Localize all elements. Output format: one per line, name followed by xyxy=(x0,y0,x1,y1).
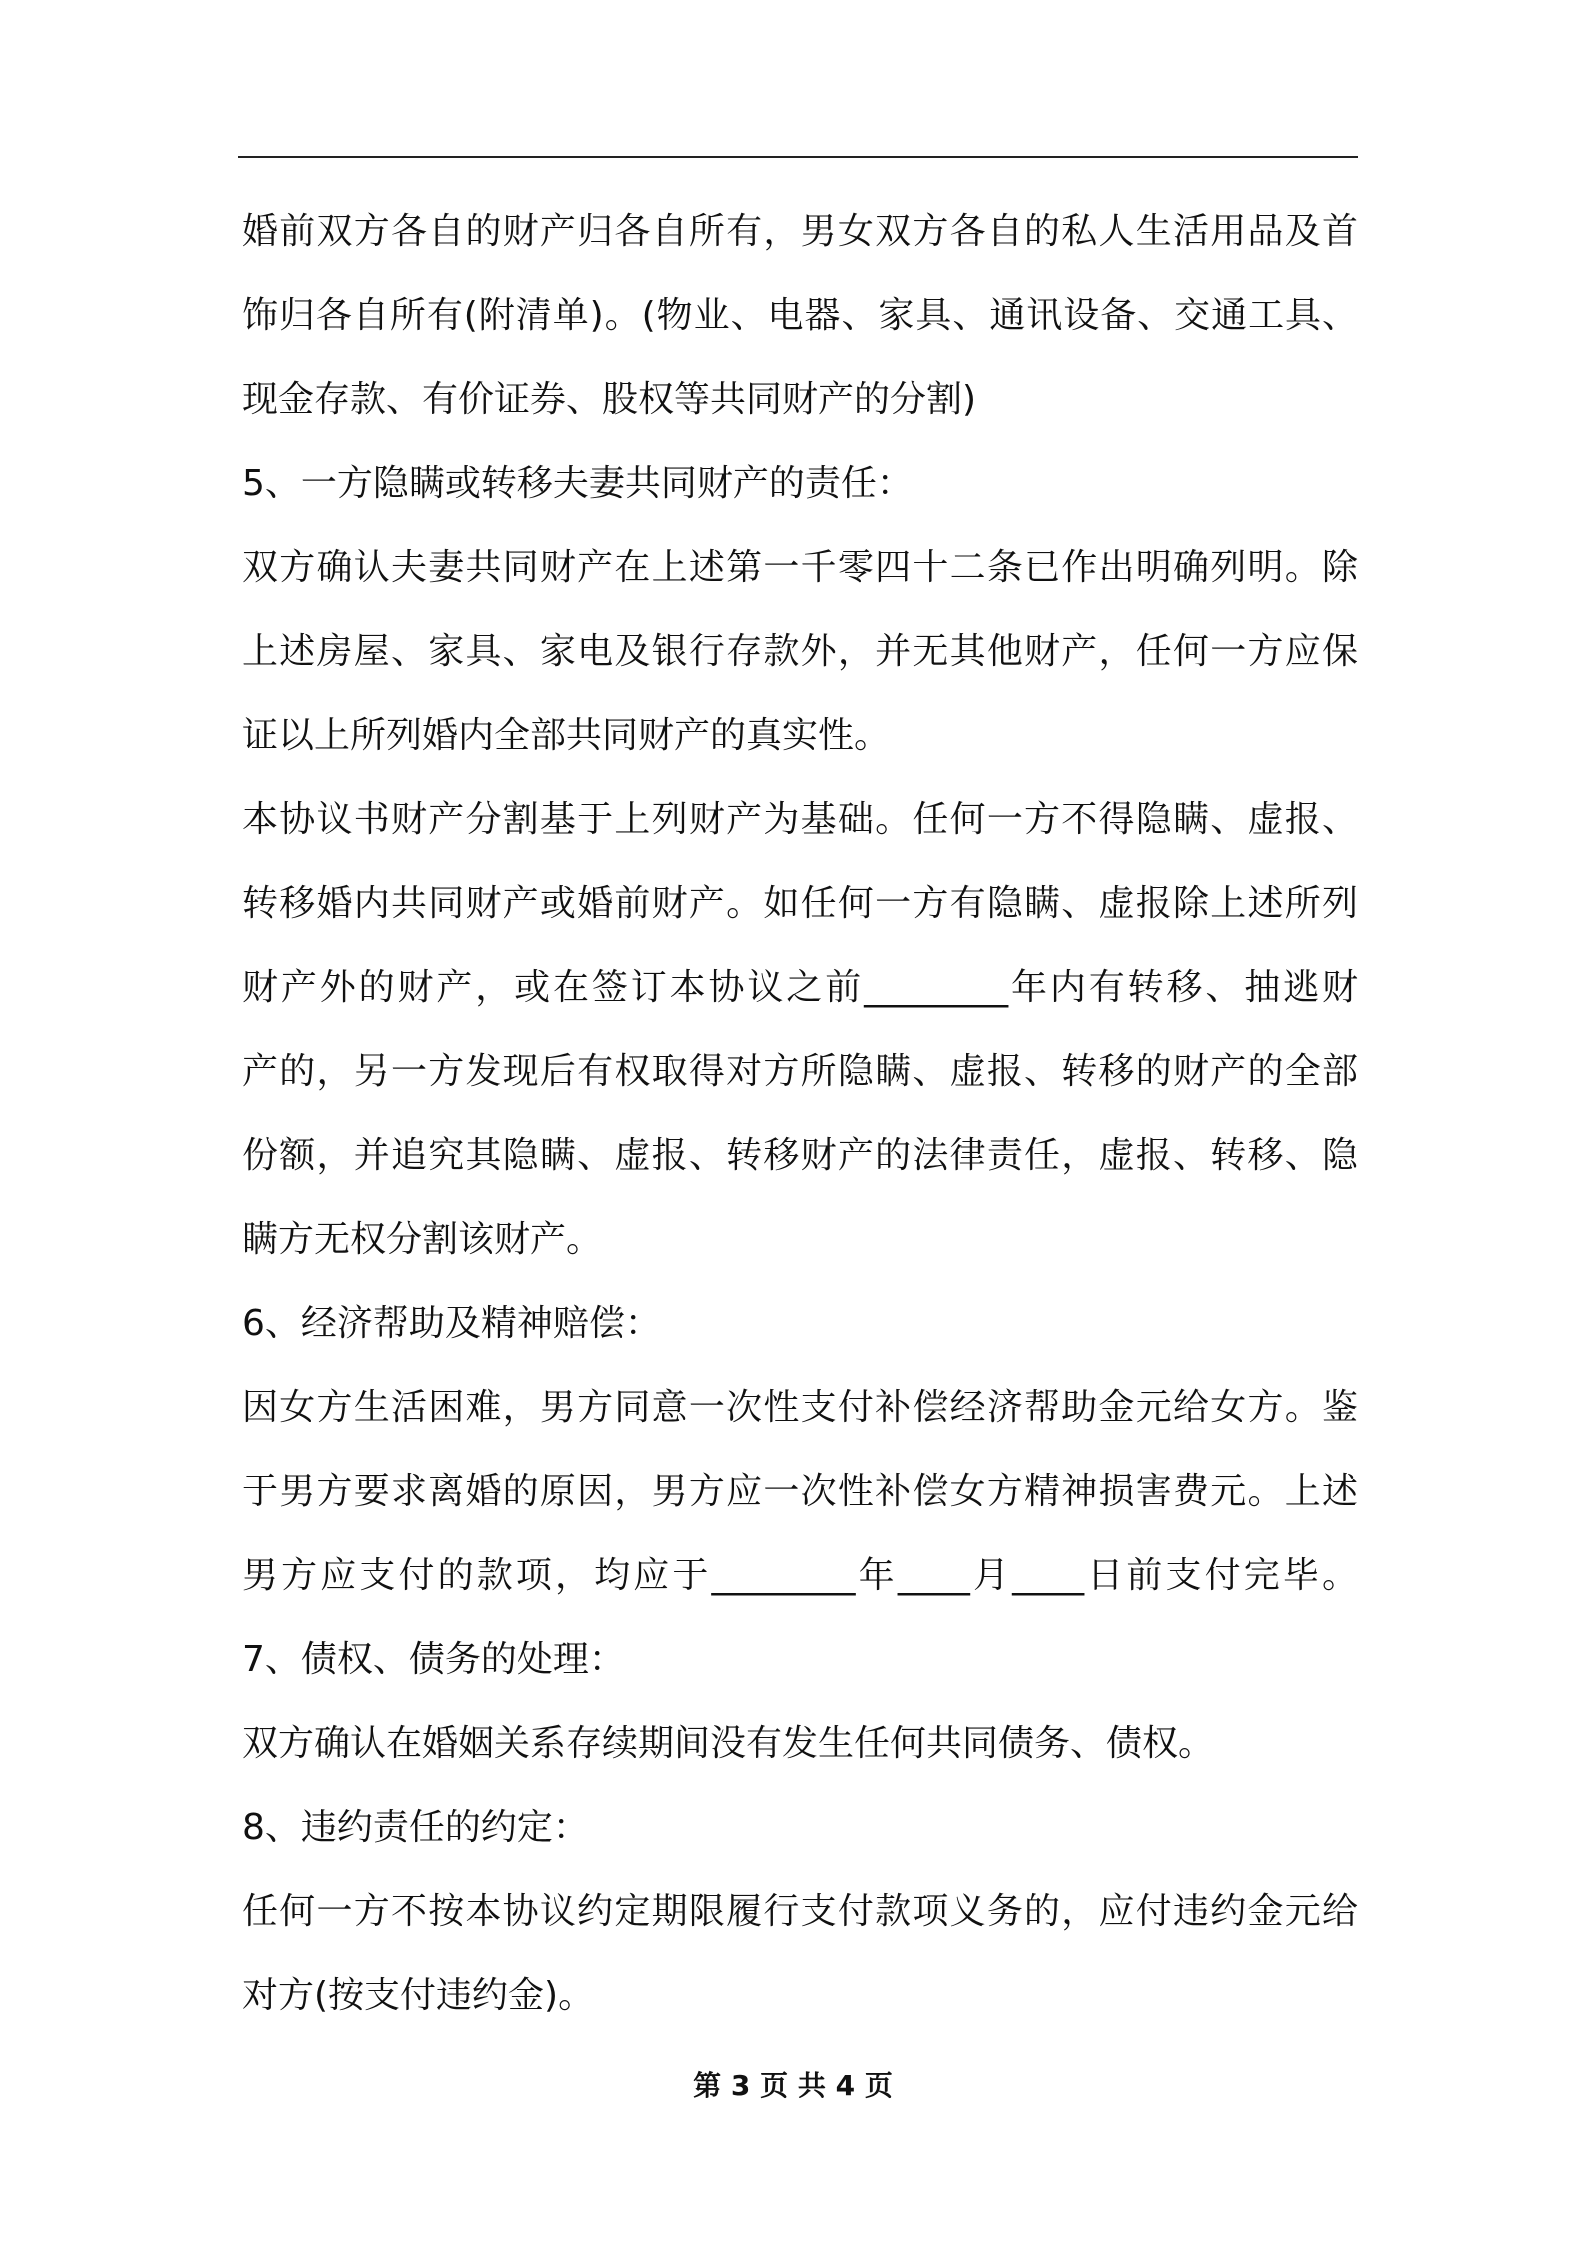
paragraph-line: 双方确认在婚姻关系存续期间没有发生任何共同债务、债权。 xyxy=(242,1723,1215,1764)
document-body xyxy=(242,190,1358,2038)
section-heading: 5、一方隐瞒或转移夫妻共同财产的责任： xyxy=(242,463,913,504)
section-heading: 8、违约责任的约定： xyxy=(242,1807,589,1848)
paragraph-line: 产的，另一方发现后有权取得对方所隐瞒、虚报、转移的财产的全部 xyxy=(242,1051,1358,1092)
paragraph-line: 瞒方无权分割该财产。 xyxy=(242,1219,603,1260)
paragraph-line: 转移婚内共同财产或婚前财产。如任何一方有隐瞒、虚报除上述所列 xyxy=(242,883,1358,924)
paragraph-line: 本协议书财产分割基于上列财产为基础。任何一方不得隐瞒、虚报、 xyxy=(242,799,1358,840)
paragraph-line: 饰归各自所有(附清单)。(物业、电器、家具、通讯设备、交通工具、 xyxy=(242,295,1358,336)
paragraph-line: 于男方要求离婚的原因，男方应一次性补偿女方精神损害费元。上述 xyxy=(242,1471,1358,1512)
paragraph-line: 婚前双方各自的财产归各自所有，男女双方各自的私人生活用品及首 xyxy=(242,211,1358,252)
paragraph-line: 现金存款、有价证券、股权等共同财产的分割) xyxy=(242,379,977,420)
paragraph-line: 任何一方不按本协议约定期限履行支付款项义务的，应付违约金元给 xyxy=(242,1891,1358,1932)
header-divider xyxy=(238,156,1358,158)
paragraph-line: 上述房屋、家具、家电及银行存款外，并无其他财产，任何一方应保 xyxy=(242,631,1358,672)
paragraph-line: 双方确认夫妻共同财产在上述第一千零四十二条已作出明确列明。除 xyxy=(242,547,1358,588)
page-number: 第 3 页 共 4 页 xyxy=(693,2069,893,2102)
section-heading: 6、经济帮助及精神赔偿： xyxy=(242,1303,661,1344)
paragraph-line: 男方应支付的款项，均应于________年____月____日前支付完毕。 xyxy=(242,1555,1358,1596)
paragraph-line: 证以上所列婚内全部共同财产的真实性。 xyxy=(242,715,891,756)
paragraph-line: 对方(按支付违约金)。 xyxy=(242,1975,595,2016)
section-heading: 7、债权、债务的处理： xyxy=(242,1639,625,1680)
paragraph-line: 财产外的财产，或在签订本协议之前________年内有转移、抽逃财 xyxy=(242,967,1358,1008)
paragraph-line: 份额，并追究其隐瞒、虚报、转移财产的法律责任，虚报、转移、隐 xyxy=(242,1135,1358,1176)
paragraph-line: 因女方生活困难，男方同意一次性支付补偿经济帮助金元给女方。鉴 xyxy=(242,1387,1358,1428)
